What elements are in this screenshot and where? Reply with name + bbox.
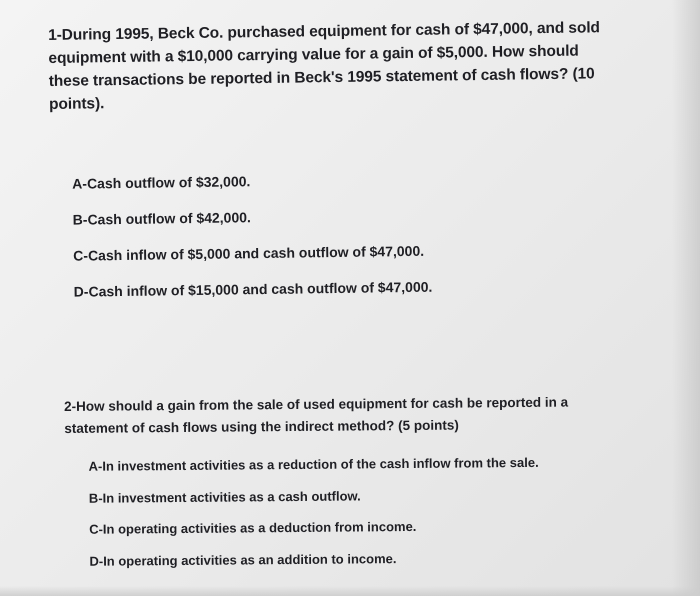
question-2-text: 2-How should a gain from the sale of used equipment for cash be reported in a statement of cash flows using the indirect method? (5 points): [64, 394, 569, 436]
question-2-options: [88, 446, 595, 576]
question-1-option-c: C-Cash inflow of $5,000 and cash outflow of $47,000.: [73, 242, 425, 264]
question-2-option-c: C-In operating activities as a deduction from income.: [89, 518, 417, 537]
question-2-option-b: B-In investment activities as a cash outflow.: [88, 487, 361, 506]
question-1-option-b: B-Cash outflow of $42,000.: [72, 209, 251, 228]
screen-edge-shadow: [672, 0, 700, 596]
question-1-options: [72, 158, 612, 309]
question-2: [64, 391, 596, 577]
screen-bottom-edge: [0, 586, 700, 596]
question-1-text: 1-During 1995, Beck Co. purchased equipment for cash of $47,000, and sold equipment with a $10,000 carrying value for a gain of $5,000. How should these transactions be reported in Beck's 1995 statement of cash flows? (10 points).: [48, 19, 600, 113]
question-2-option-d: D-In operating activities as an addition to income.: [89, 550, 397, 569]
question-1-option-d: D-Cash inflow of $15,000 and cash outflow of $47,000.: [73, 278, 433, 300]
question-2-option-a: A-In investment activities as a reduction of the cash inflow from the sale.: [88, 454, 539, 474]
question-1-option-a: A-Cash outflow of $32,000.: [72, 173, 251, 192]
question-1: [48, 16, 612, 310]
